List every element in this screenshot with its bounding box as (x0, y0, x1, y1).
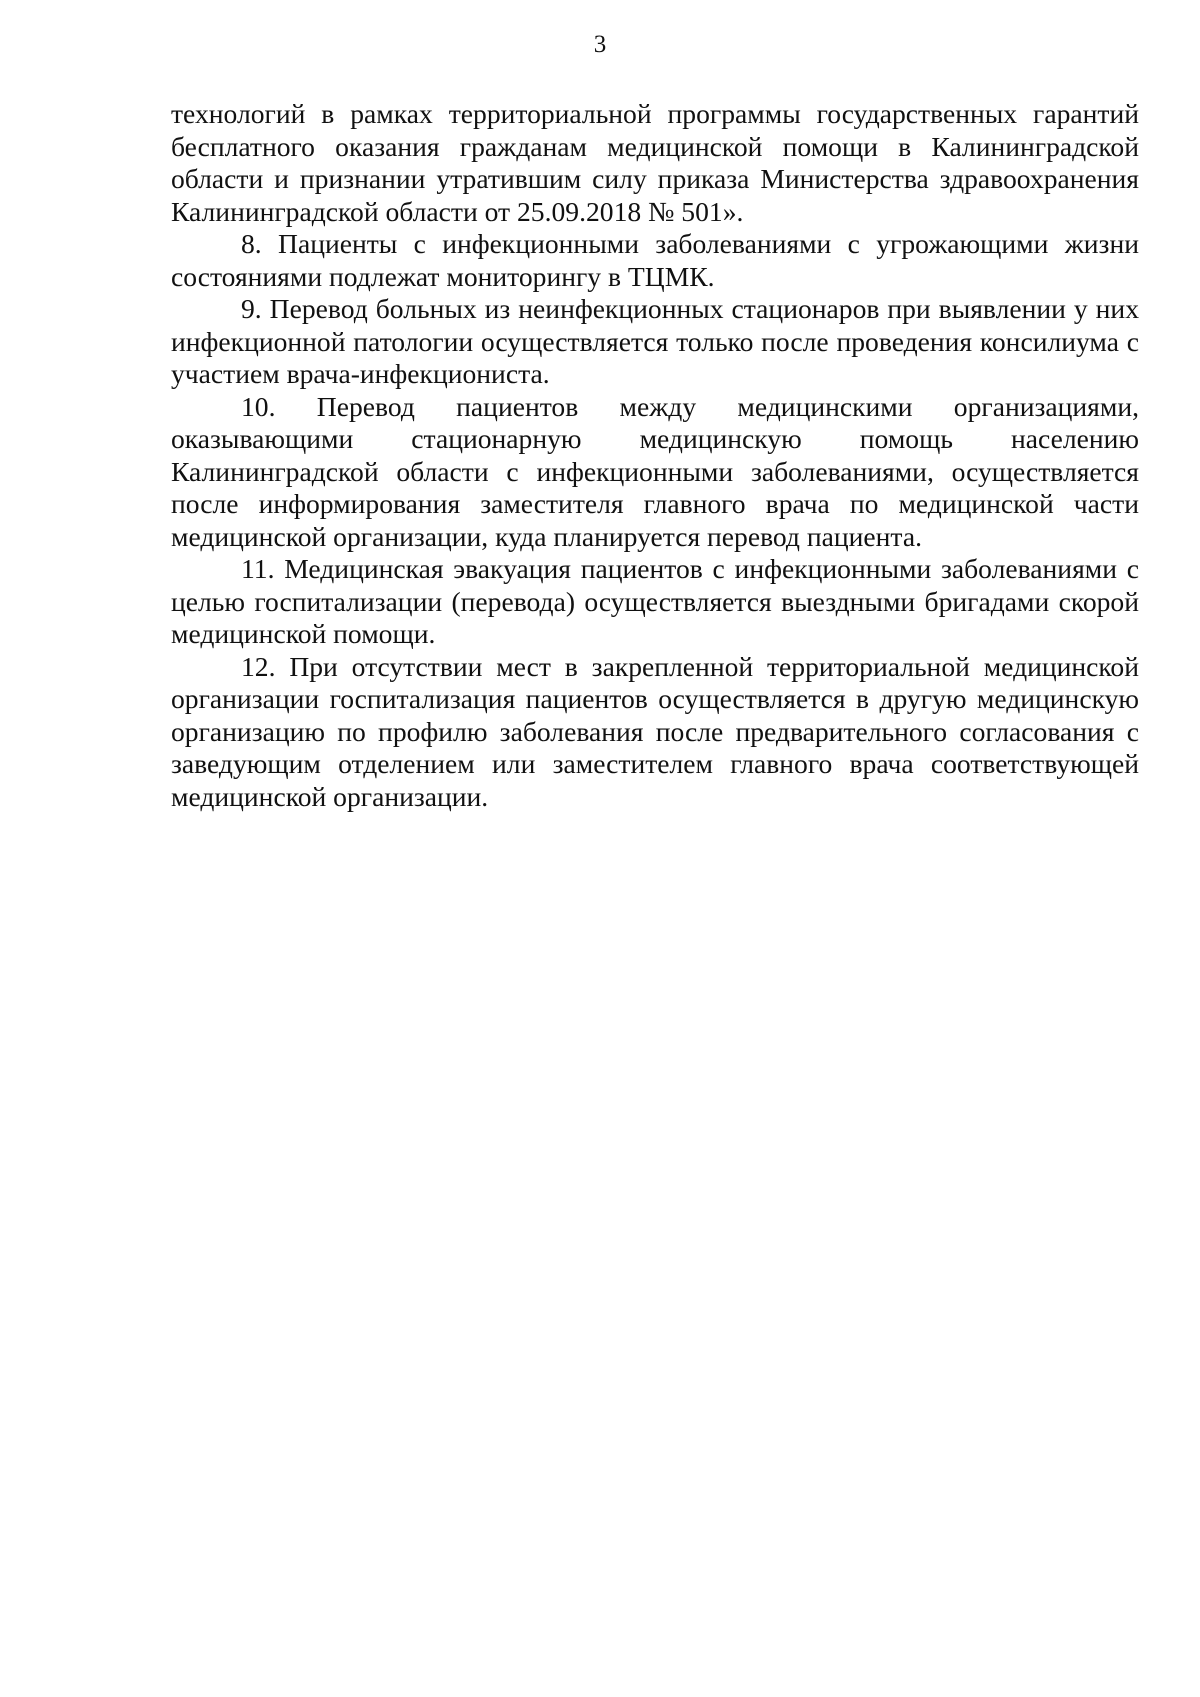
paragraph-continuation: технологий в рамках территориальной программы государственных гарантий бесплатного оказания гражданам медицинской помощи в Калининградской области и признании утратившим силу приказа Министерства здравоохранения Калининградской области от 25.09.2018 № 501». (171, 98, 1139, 227)
paragraph-9: 9. Перевод больных из неинфекционных стационаров при выявлении у них инфекционной патологии осуществляется только после проведения консилиума с участием врача-инфекциониста. (171, 293, 1139, 389)
paragraph-12: 12. При отсутствии мест в закрепленной территориальной медицинской организации госпитализация пациентов осуществляется в другую медицинскую организацию по профилю заболевания после предварительного согласования с заведующим отделением или заместителем главного врача соответствующей медицинской организации. (171, 650, 1139, 812)
document-body (171, 98, 1139, 813)
page-number: 3 (593, 31, 607, 58)
paragraph-10: 10. Перевод пациентов между медицинскими организациями, оказывающими стационарную медицинскую помощь населению Калининградской области с инфекционными заболеваниями, осуществляется после информирования заместителя главного врача по медицинской части медицинской организации, куда планируется перевод пациента. (171, 390, 1139, 552)
paragraph-11: 11. Медицинская эвакуация пациентов с инфекционными заболеваниями с целью госпитализации (перевода) осуществляется выездными бригадами скорой медицинской помощи. (171, 553, 1139, 649)
paragraph-8: 8. Пациенты с инфекционными заболеваниями с угрожающими жизни состояниями подлежат мониторингу в ТЦМК. (171, 228, 1139, 292)
